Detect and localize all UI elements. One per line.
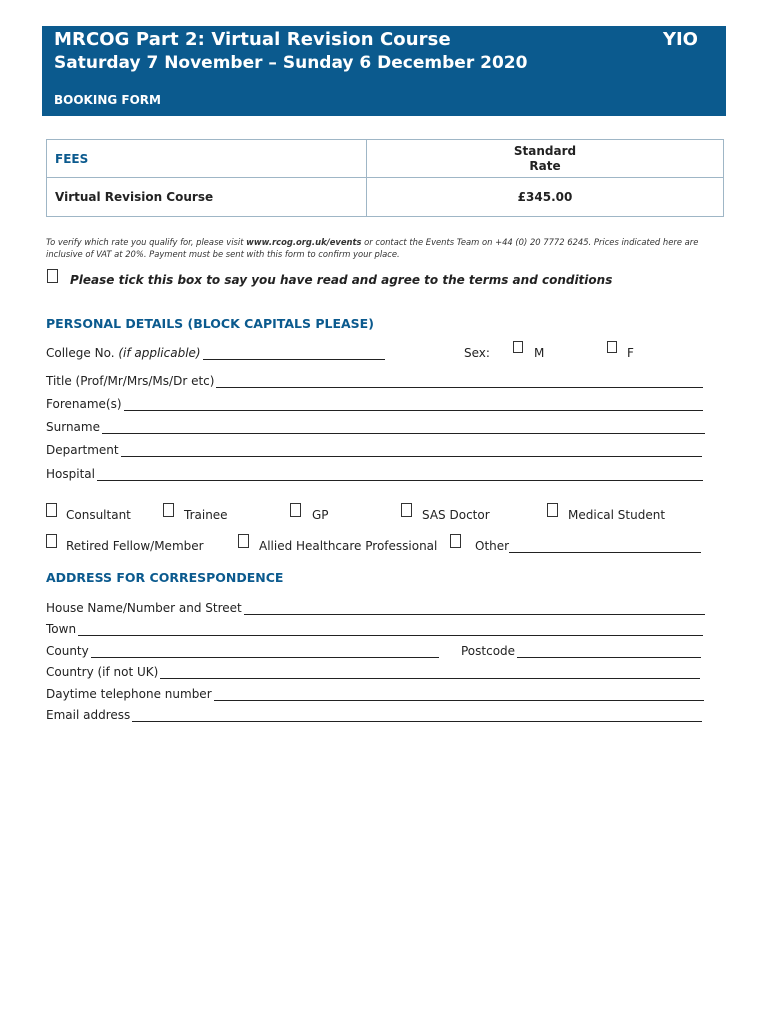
sex-m-label: M	[534, 346, 545, 360]
country-field[interactable]	[46, 665, 700, 679]
surname-line[interactable]	[102, 422, 705, 434]
postcode-label: Postcode	[461, 644, 516, 658]
house-label: House Name/Number and Street	[46, 601, 242, 615]
sex-m-checkbox[interactable]	[513, 341, 523, 353]
fees-row	[47, 178, 724, 217]
postcode-line[interactable]	[517, 646, 701, 658]
house-line[interactable]	[244, 603, 705, 615]
trainee-checkbox[interactable]	[163, 503, 174, 517]
country-label: Country (if not UK)	[46, 665, 159, 679]
events-link[interactable]: www.rcog.org.uk/events	[246, 237, 362, 247]
rate-header-text: Standard Rate	[513, 143, 577, 173]
surname-field[interactable]	[46, 420, 705, 434]
gp-label: GP	[312, 508, 329, 522]
sex-f-label: F	[627, 346, 634, 360]
hospital-field[interactable]	[46, 467, 703, 481]
county-line[interactable]	[91, 646, 439, 658]
consultant-label: Consultant	[66, 508, 131, 522]
title-label: Title (Prof/Mr/Mrs/Ms/Dr etc)	[46, 374, 215, 388]
country-line[interactable]	[160, 667, 700, 679]
allied-label: Allied Healthcare Professional	[259, 539, 438, 553]
phone-label: Daytime telephone number	[46, 687, 212, 701]
phone-field[interactable]	[46, 687, 704, 701]
other-line[interactable]	[509, 541, 701, 553]
address-heading: ADDRESS FOR CORRESPONDENCE	[46, 570, 284, 585]
college-no-label	[46, 346, 201, 360]
retired-checkbox[interactable]	[46, 534, 57, 548]
county-label: County	[46, 644, 89, 658]
medical-student-label: Medical Student	[568, 508, 666, 522]
forename-label: Forename(s)	[46, 397, 122, 411]
retired-label: Retired Fellow/Member	[66, 539, 204, 553]
allied-checkbox[interactable]	[238, 534, 249, 548]
town-field[interactable]	[46, 622, 703, 636]
terms-checkbox[interactable]	[47, 269, 58, 283]
sas-doctor-checkbox[interactable]	[401, 503, 412, 517]
title-line[interactable]	[216, 376, 703, 388]
course-code: YIO	[662, 29, 698, 50]
email-line[interactable]	[132, 710, 702, 722]
other-field[interactable]	[475, 539, 701, 553]
other-label: Other	[475, 539, 510, 553]
forename-line[interactable]	[124, 399, 703, 411]
sex-label: Sex:	[464, 346, 490, 360]
form-subtitle: BOOKING FORM	[54, 93, 161, 107]
sex-f-checkbox[interactable]	[607, 341, 617, 353]
consultant-checkbox[interactable]	[46, 503, 57, 517]
house-field[interactable]	[46, 601, 705, 615]
college-no-field[interactable]	[46, 346, 385, 360]
college-label-text: College No.	[46, 346, 119, 360]
rate-note-text-2: or contact the Events Team on +44 (0) 20 7772 6245. Prices indicated here are inclusive of VAT at 20%. Payment must be sent with this form to confirm your place.	[46, 237, 699, 259]
hospital-line[interactable]	[97, 469, 703, 481]
surname-label: Surname	[46, 420, 100, 434]
town-line[interactable]	[78, 624, 703, 636]
phone-line[interactable]	[214, 689, 704, 701]
fees-header-row	[47, 140, 724, 178]
form-title: MRCOG Part 2: Virtual Revision Course	[54, 29, 451, 50]
rate-note	[46, 236, 711, 260]
fees-header-label: FEES	[47, 140, 367, 178]
gp-checkbox[interactable]	[290, 503, 301, 517]
email-field[interactable]	[46, 708, 702, 722]
department-field[interactable]	[46, 443, 702, 457]
rate-header	[367, 140, 724, 178]
department-line[interactable]	[121, 445, 702, 457]
fees-row-value: £345.00	[367, 178, 724, 217]
sas-doctor-label: SAS Doctor	[422, 508, 490, 522]
form-dates: Saturday 7 November – Sunday 6 December 2020	[54, 53, 528, 73]
forename-field[interactable]	[46, 397, 703, 411]
fees-row-label: Virtual Revision Course	[47, 178, 367, 217]
hospital-label: Hospital	[46, 467, 95, 481]
postcode-field[interactable]	[461, 644, 701, 658]
college-hint: (if applicable)	[118, 346, 201, 360]
town-label: Town	[46, 622, 77, 636]
title-field[interactable]	[46, 374, 703, 388]
department-label: Department	[46, 443, 119, 457]
terms-label: Please tick this box to say you have read and agree to the terms and conditions	[70, 273, 613, 287]
college-no-line[interactable]	[203, 348, 385, 360]
medical-student-checkbox[interactable]	[547, 503, 558, 517]
rate-note-text-1: To verify which rate you qualify for, please visit	[46, 237, 247, 247]
trainee-label: Trainee	[184, 508, 228, 522]
personal-details-heading: PERSONAL DETAILS (BLOCK CAPITALS PLEASE)	[46, 316, 374, 331]
other-checkbox[interactable]	[450, 534, 461, 548]
fees-table	[46, 139, 724, 217]
header-banner	[42, 26, 726, 116]
email-label: Email address	[46, 708, 131, 722]
county-field[interactable]	[46, 644, 439, 658]
